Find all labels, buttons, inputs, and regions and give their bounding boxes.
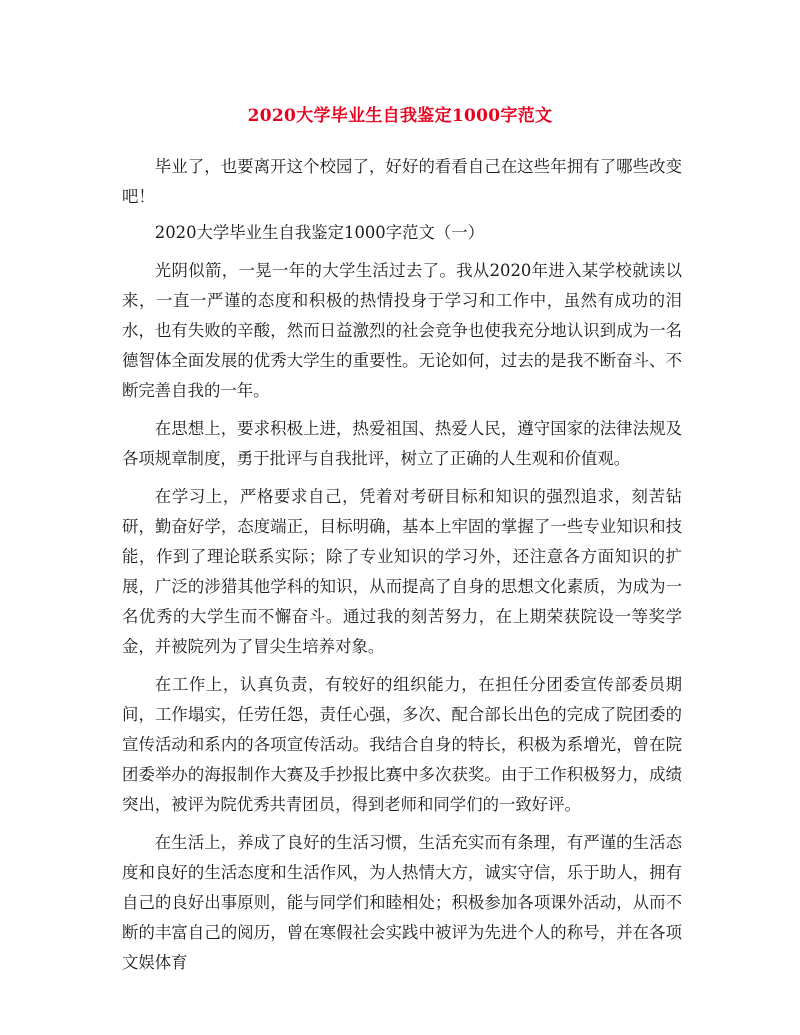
document-body: [122, 152, 682, 986]
paragraph-overview: 光阴似箭，一晃一年的大学生活过去了。我从2020年进入某学校就读以来，一直一严谨的态度和积极的热情投身于学习和工作中，虽然有成功的泪水，也有失败的辛酸，然而日益激烈的社会竞争也使我充分地认识到成为一名德智体全面发展的优秀大学生的重要性。无论如何，过去的是我不断奋斗、不断完善自我的一年。: [122, 261, 682, 400]
paragraph-study: 在学习上，严格要求自己，凭着对考研目标和知识的强烈追求，刻苦钻研，勤奋好学，态度端正，目标明确，基本上牢固的掌握了一些专业知识和技能，作到了理论联系实际；除了专业知识的学习外，还注意各方面知识的扩展，广泛的涉猎其他学科的知识，从而提高了自身的思想文化素质，为成为一名优秀的大学生而不懈奋斗。通过我的刻苦努力，在上期荣获院设一等奖学金，并被院列为了冒尖生培养对象。: [122, 487, 682, 656]
intro-paragraph: 毕业了，也要离开这个校园了，好好的看看自己在这些年拥有了哪些改变吧！: [122, 157, 682, 206]
document-title: 2020大学毕业生自我鉴定1000字范文: [247, 106, 553, 126]
paragraph-life: 在生活上，养成了良好的生活习惯，生活充实而有条理，有严谨的生活态度和良好的生活态度和生活作风，为人热情大方，诚实守信，乐于助人，拥有自己的良好出事原则，能与同学们和睦相处；积极参加各项课外活动，从而不断的丰富自己的阅历，曾在寒假社会实践中被评为先进个人的称号，并在各项文娱体育: [122, 833, 682, 972]
paragraph-ideology: 在思想上，要求积极上进，热爱祖国、热爱人民，遵守国家的法律法规及各项规章制度，勇于批评与自我批评，树立了正确的人生观和价值观。: [122, 419, 682, 468]
section-heading: 2020大学毕业生自我鉴定1000字范文（一）: [154, 223, 485, 242]
paragraph-work: 在工作上，认真负责，有较好的组织能力，在担任分团委宣传部委员期间，工作塌实，任劳任怨，责任心强，多次、配合部长出色的完成了院团委的宣传活动和系内的各项宣传活动。我结合自身的特长，积极为系增光，曾在院团委举办的海报制作大赛及手抄报比赛中多次获奖。由于工作积极努力，成绩突出，被评为院优秀共青团员，得到老师和同学们的一致好评。: [122, 675, 682, 814]
